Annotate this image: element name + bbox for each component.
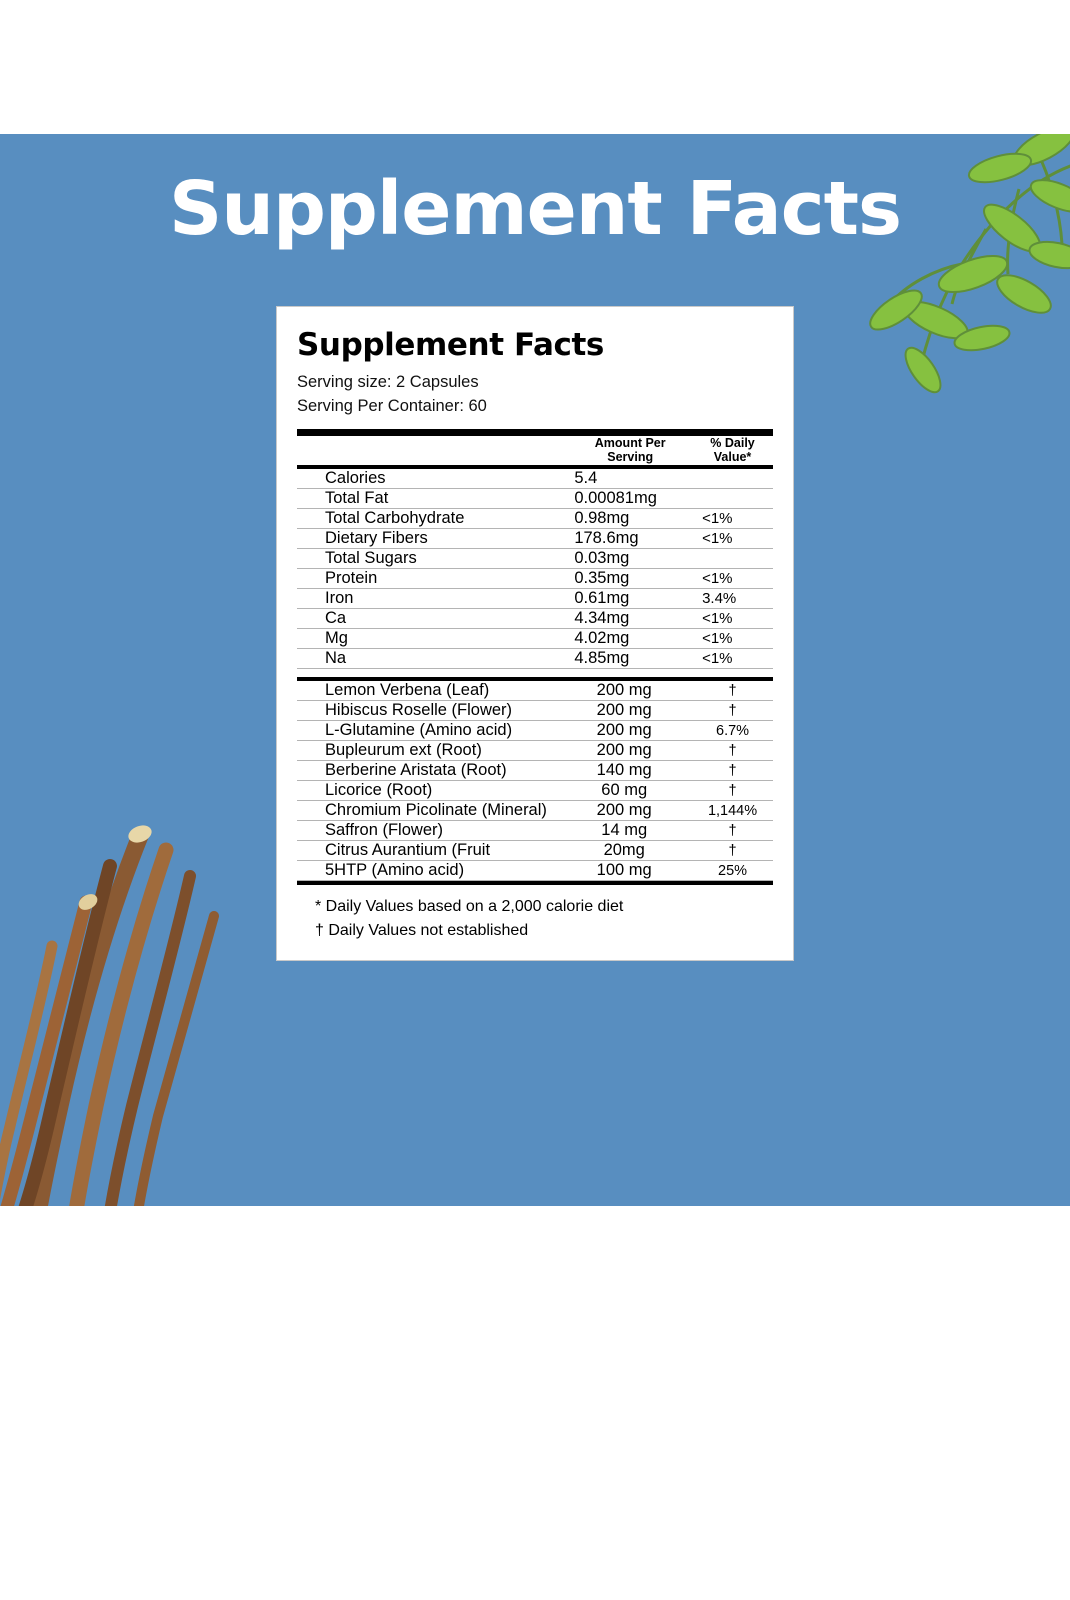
ingredient-name: Chromium Picolinate (Mineral) (297, 800, 568, 820)
nutrient-name: Ca (297, 608, 568, 628)
ingredient-amount: 14 mg (568, 820, 692, 840)
ingredient-name: Saffron (Flower) (297, 820, 568, 840)
nutrient-dv: <1% (692, 608, 773, 628)
table-row (297, 800, 773, 820)
ingredient-dv: † (692, 760, 773, 780)
ingredient-name: Berberine Aristata (Root) (297, 760, 568, 780)
table-row (297, 760, 773, 780)
nutrient-amount: 0.00081mg (568, 488, 692, 508)
table-row (297, 648, 773, 668)
nutrient-amount: 4.02mg (568, 628, 692, 648)
label-title: Supplement Facts (297, 327, 604, 363)
table-row (297, 820, 773, 840)
nutrient-amount: 4.34mg (568, 608, 692, 628)
nutrient-dv: <1% (692, 568, 773, 588)
nutrient-amount: 0.98mg (568, 508, 692, 528)
nutrient-dv: 3.4% (692, 588, 773, 608)
ingredient-dv: 6.7% (692, 720, 773, 740)
section-gap (297, 669, 773, 677)
ingredient-name: Bupleurum ext (Root) (297, 740, 568, 760)
ingredient-amount: 200 mg (568, 720, 692, 740)
table-row (297, 681, 773, 701)
supplement-facts-label (276, 306, 794, 961)
footnotes (297, 885, 773, 945)
footnote-not-established: † Daily Values not established (315, 922, 529, 940)
table-row (297, 568, 773, 588)
ingredient-dv: † (692, 740, 773, 760)
servings-per-container: Serving Per Container: 60 (297, 396, 487, 415)
nutrient-name: Total Carbohydrate (297, 508, 568, 528)
ingredient-amount: 200 mg (568, 800, 692, 820)
nutrient-dv: <1% (692, 628, 773, 648)
nutrient-amount: 5.4 (568, 469, 692, 489)
nutrient-name: Iron (297, 588, 568, 608)
ingredient-dv: † (692, 820, 773, 840)
header-amount-per-serving: Amount Per Serving (594, 435, 666, 465)
ingredient-name: Licorice (Root) (297, 780, 568, 800)
header-blank (297, 436, 568, 465)
ingredient-dv: † (692, 840, 773, 860)
nutrient-name: Total Sugars (297, 548, 568, 568)
nutrient-dv: <1% (692, 648, 773, 668)
serving-size: Serving size: 2 Capsules (297, 373, 479, 391)
ingredient-amount: 200 mg (568, 740, 692, 760)
banner (0, 134, 1070, 1206)
ingredients-body (297, 681, 773, 881)
table-header-row (297, 436, 773, 465)
divider-thick-top (297, 429, 773, 436)
table-row (297, 780, 773, 800)
ingredient-name: 5HTP (Amino acid) (297, 860, 568, 880)
header-daily-value: % Daily Value* (710, 435, 755, 465)
table-row (297, 840, 773, 860)
table-row (297, 608, 773, 628)
nutrient-amount: 0.35mg (568, 568, 692, 588)
ingredients-table (297, 681, 773, 881)
table-row (297, 469, 773, 489)
nutrient-name: Mg (297, 628, 568, 648)
ingredient-dv: † (692, 681, 773, 701)
table-row (297, 548, 773, 568)
ingredient-dv: † (692, 700, 773, 720)
table-row (297, 628, 773, 648)
table-row (297, 740, 773, 760)
nutrient-name: Dietary Fibers (297, 528, 568, 548)
page-title: Supplement Facts (168, 166, 902, 252)
nutrient-amount: 0.61mg (568, 588, 692, 608)
nutrients-body (297, 469, 773, 669)
ingredient-name: Hibiscus Roselle (Flower) (297, 700, 568, 720)
ingredient-dv: † (692, 780, 773, 800)
table-row (297, 700, 773, 720)
ingredient-dv: 1,144% (692, 800, 773, 820)
table-row (297, 588, 773, 608)
nutrient-amount: 0.03mg (568, 548, 692, 568)
table-row (297, 860, 773, 880)
nutrient-name: Calories (297, 469, 568, 489)
nutrient-name: Protein (297, 568, 568, 588)
nutrient-dv: <1% (692, 528, 773, 548)
ingredient-dv: 25% (692, 860, 773, 880)
ingredient-amount: 100 mg (568, 860, 692, 880)
nutrients-table (297, 469, 773, 669)
nutrient-name: Na (297, 648, 568, 668)
table-row (297, 488, 773, 508)
table-row (297, 720, 773, 740)
ingredient-name: Citrus Aurantium (Fruit (297, 840, 568, 860)
nutrient-amount: 178.6mg (568, 528, 692, 548)
ingredient-name: L-Glutamine (Amino acid) (297, 720, 568, 740)
nutrient-dv (692, 469, 773, 489)
ingredient-name: Lemon Verbena (Leaf) (297, 681, 568, 701)
nutrient-dv: <1% (692, 508, 773, 528)
table-row (297, 508, 773, 528)
ingredient-amount: 20mg (568, 840, 692, 860)
ingredient-amount: 140 mg (568, 760, 692, 780)
ingredient-amount: 60 mg (568, 780, 692, 800)
facts-table (297, 436, 773, 465)
nutrient-amount: 4.85mg (568, 648, 692, 668)
nutrient-dv (692, 548, 773, 568)
table-row (297, 528, 773, 548)
footnote-daily-values: * Daily Values based on a 2,000 calorie diet (315, 897, 624, 915)
ingredient-amount: 200 mg (568, 700, 692, 720)
licorice-roots-icon (0, 806, 290, 1206)
ingredient-amount: 200 mg (568, 681, 692, 701)
nutrient-dv (692, 488, 773, 508)
nutrient-name: Total Fat (297, 488, 568, 508)
